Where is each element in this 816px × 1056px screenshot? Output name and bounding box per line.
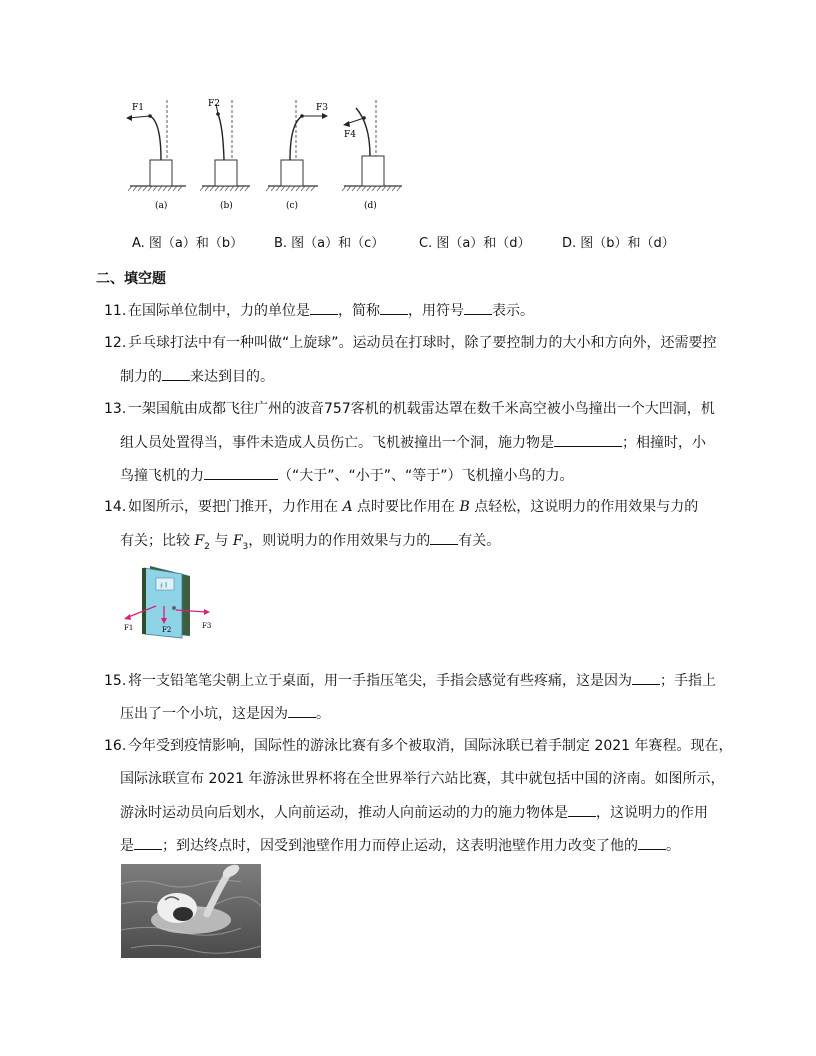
question-15-line-2: 压出了一个小坑，这是因为 。: [120, 703, 330, 724]
question-14-line-2: 有关；比较 $F_2$ 与 $F_3$，则说明力的作用效果与力的 有关。: [120, 530, 500, 557]
question-number: 16.: [104, 738, 127, 754]
panel-d: [342, 100, 402, 211]
answer-blank[interactable]: [310, 300, 338, 315]
question-number: 12.: [104, 335, 127, 351]
question-16-line-3: 游泳时运动员向后划水，人向前运动，推动人向前运动的力的施力物体是 ，这说明力的作用: [120, 802, 708, 823]
answer-blank[interactable]: [554, 432, 622, 447]
panel-c: [266, 100, 328, 211]
caption-c: (c): [286, 201, 299, 211]
answer-blank[interactable]: [380, 300, 408, 315]
option-b[interactable]: B. 图（a）和（c）: [274, 236, 385, 251]
question-number: 15.: [104, 673, 127, 689]
door-label-f1: F1: [124, 624, 134, 632]
answer-blank[interactable]: [632, 670, 660, 685]
caption-a: (a): [155, 201, 168, 211]
answer-blank[interactable]: [288, 703, 316, 718]
question-13-line-3: 鸟撞飞机的力 （“大于”、“小于”、“等于”）飞机撞小鸟的力。: [120, 465, 574, 486]
q10-force-figure: [120, 92, 420, 212]
answer-blank[interactable]: [430, 530, 458, 545]
caption-b: (b): [220, 201, 233, 211]
door-figure: [120, 562, 220, 642]
answer-blank[interactable]: [162, 366, 190, 381]
question-11: 11. 在国际单位制中，力的单位是 ，简称 ，用符号 表示。: [104, 300, 534, 321]
force-label-f4: F4: [344, 130, 356, 140]
question-15: 15. 将一支铅笔笔尖朝上立于桌面，用一手指压笔尖，手指会感觉有些疼痛，这是因为 ；手指上: [104, 670, 716, 691]
panel-b: [200, 99, 250, 211]
question-12-line-2: 制力的 来达到目的。: [120, 366, 274, 387]
force-label-f3: F3: [316, 103, 328, 113]
question-16-line-2: 国际泳联宣布 2021 年游泳世界杯将在全世界举行六站比赛，其中就包括中国的济南。如图所示，: [120, 771, 725, 787]
question-number: 14.: [104, 499, 127, 515]
question-number: 13.: [104, 401, 127, 417]
option-a[interactable]: A. 图（a）和（b）: [132, 236, 244, 251]
question-12: 12. 乒乓球打法中有一种叫做“上旋球”。运动员在打球时，除了要控制力的大小和方向外，还需要控: [104, 335, 717, 351]
question-14: 14. 如图所示，要把门推开，力作用在 A 点时要比作用在 B 点轻松，这说明力的作用效果与力的: [104, 499, 699, 515]
force-label-f2: F2: [208, 99, 220, 109]
answer-blank[interactable]: [638, 835, 666, 850]
answer-blank[interactable]: [568, 802, 596, 817]
section-title: 二、填空题: [96, 271, 166, 287]
caption-d: (d): [364, 201, 377, 211]
door-label-f2: F2: [162, 626, 172, 634]
option-d[interactable]: D. 图（b）和（d）: [562, 236, 675, 251]
panel-a: [126, 100, 186, 211]
answer-blank[interactable]: [134, 835, 162, 850]
question-16-line-4: 是 ；到达终点时，因受到池壁作用力而停止运动，这表明池壁作用力改变了他的 。: [120, 835, 680, 856]
svg-text:∮ ∥: ∮ ∥: [160, 582, 168, 589]
question-16: 16. 今年受到疫情影响，国际性的游泳比赛有多个被取消，国际泳联已着手制定 2021 年赛程。现在，: [104, 738, 733, 754]
option-c[interactable]: C. 图（a）和（d）: [419, 236, 531, 251]
door-label-f3: F3: [202, 622, 212, 630]
question-number: 11.: [104, 303, 127, 319]
answer-blank[interactable]: [464, 300, 492, 315]
question-13: 13. 一架国航由成都飞往广州的波音757客机的机载雷达罩在数千米高空被小鸟撞出一个大凹洞，机: [104, 401, 715, 417]
answer-blank[interactable]: [204, 465, 278, 480]
question-13-line-2: 组人员处置得当，事件未造成人员伤亡。飞机被撞出一个洞，施力物是 ；相撞时，小: [120, 432, 706, 453]
swimmer-photo: [121, 864, 261, 958]
force-label-f1: F1: [132, 103, 144, 113]
